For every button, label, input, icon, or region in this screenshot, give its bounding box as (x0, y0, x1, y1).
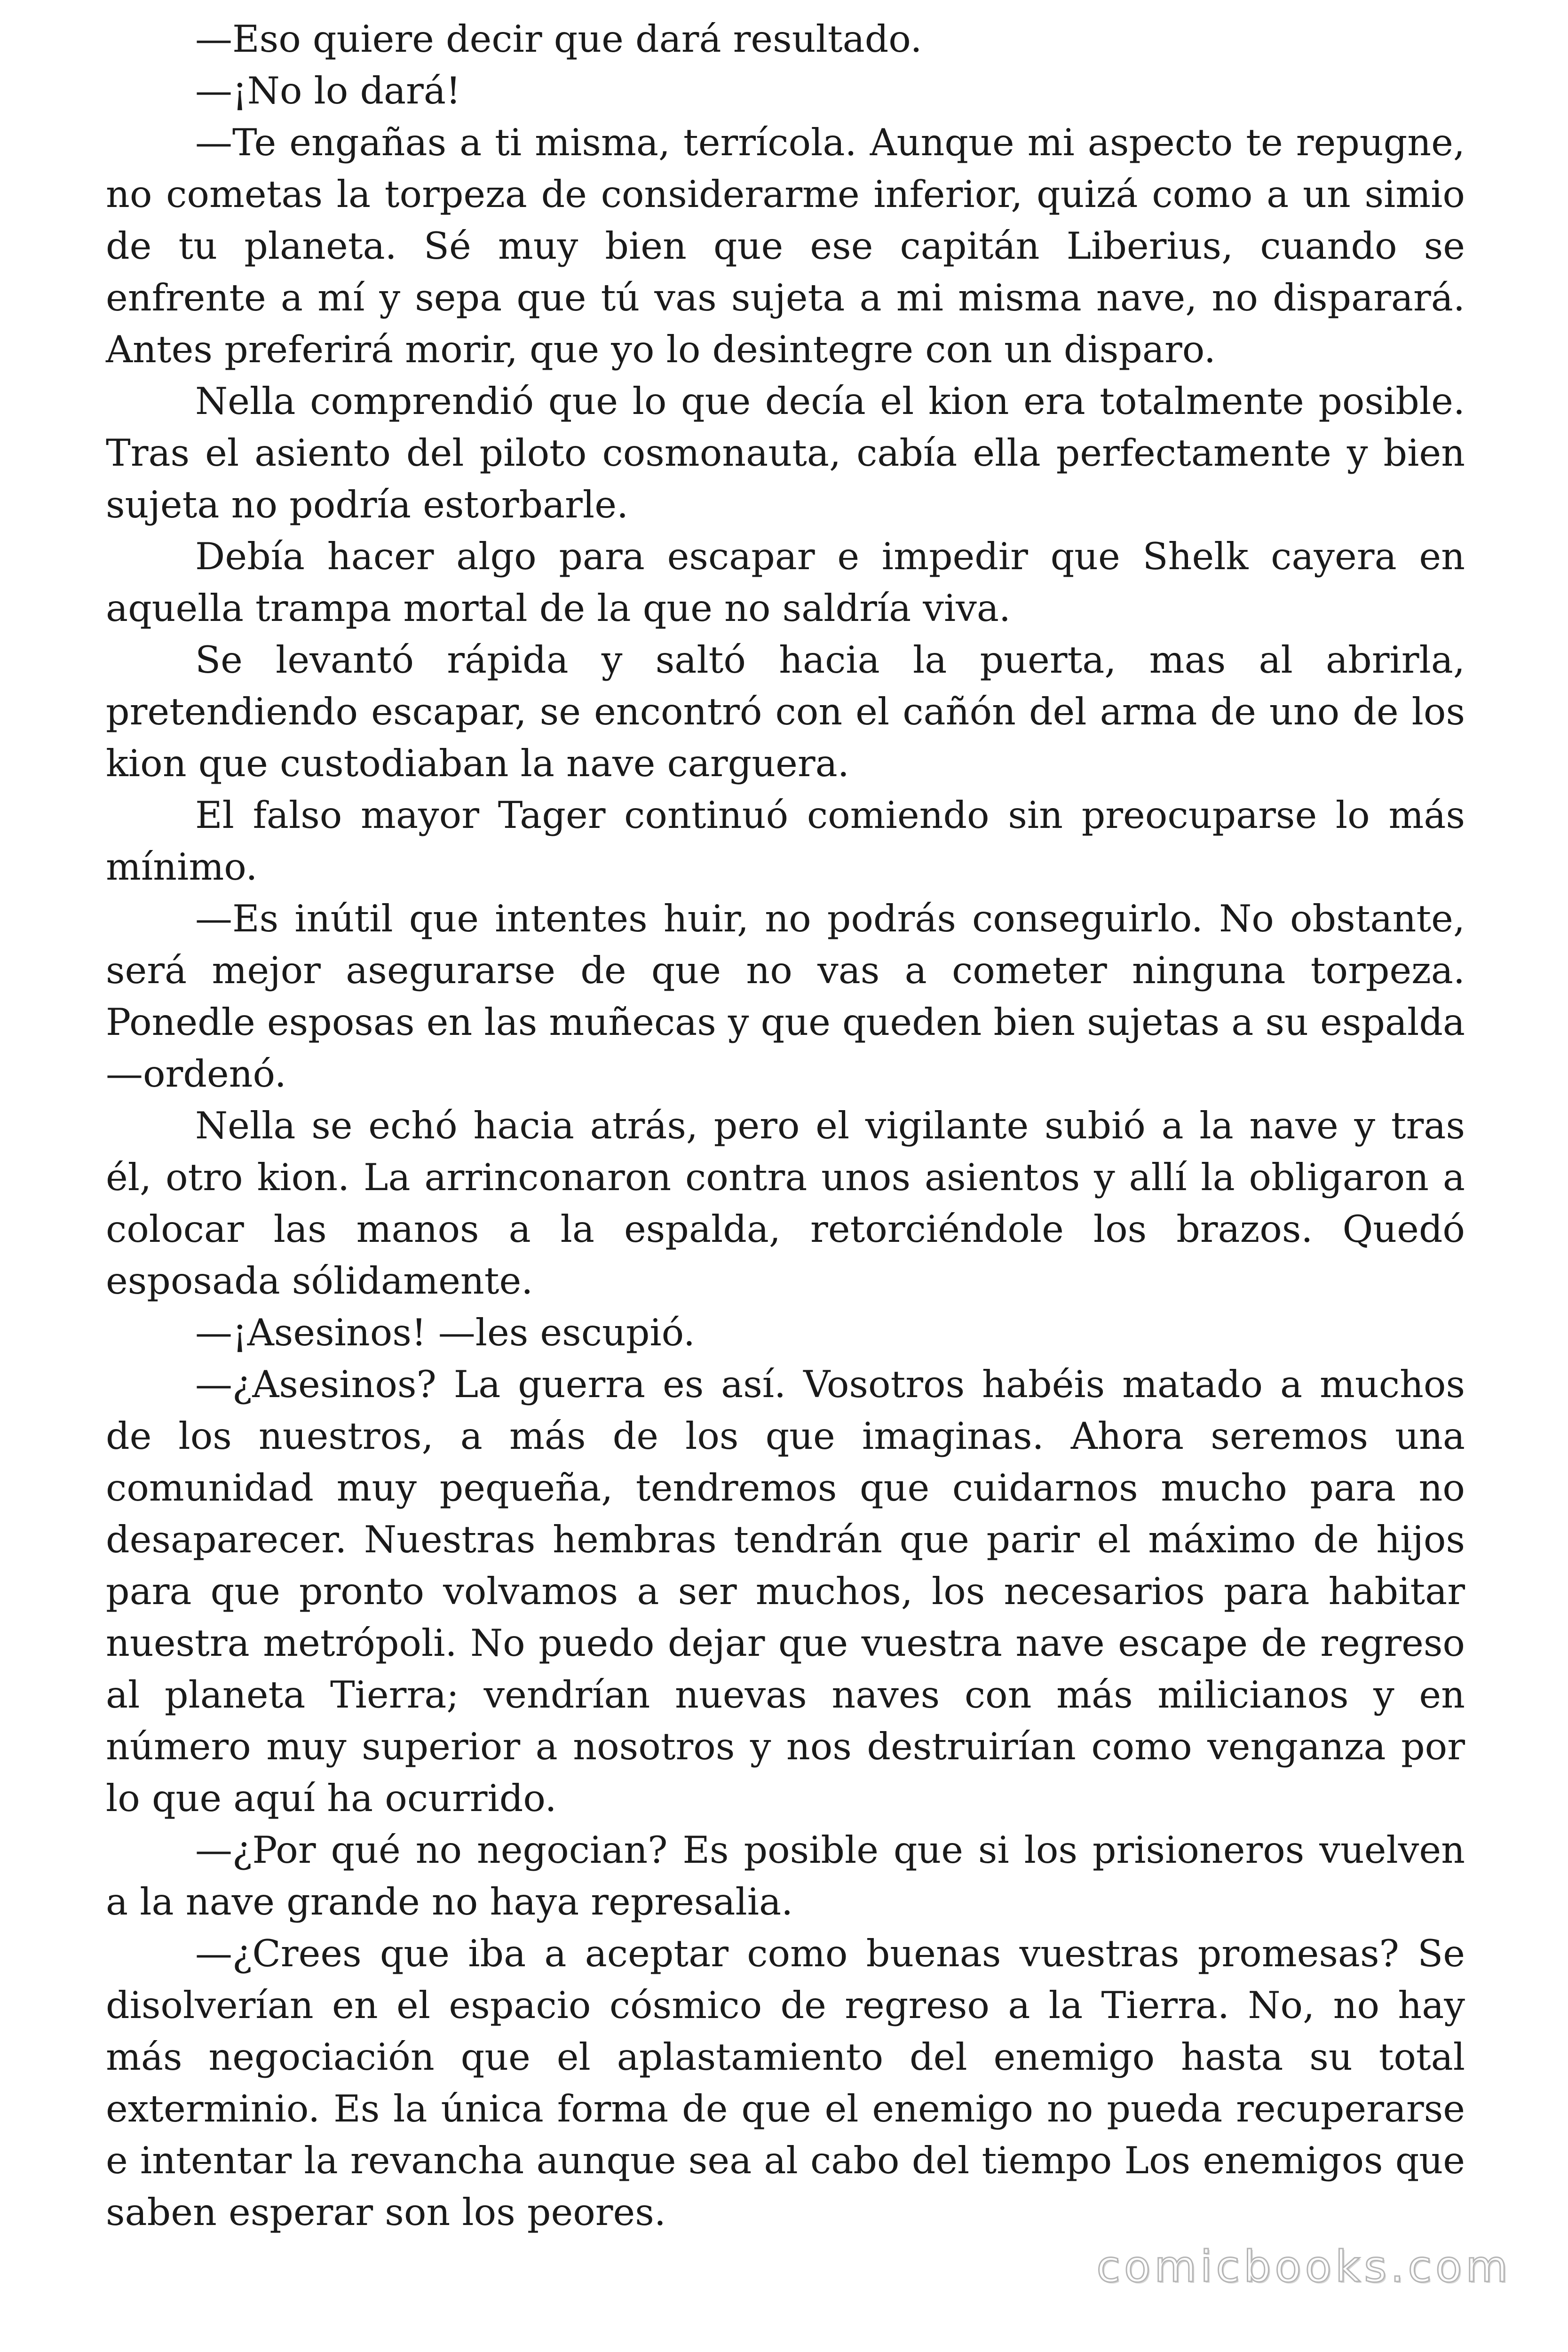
paragraph: Nella comprendió que lo que decía el kion era totalmente posible. Tras el asiento del piloto cosmonauta, cabía ella perfectamente y bien sujeta no podría estorbarle. (106, 380, 1465, 526)
paragraph: —¿Crees que iba a aceptar como buenas vuestras promesas? Se disolverían en el espacio cósmico de regreso a la Tierra. No, no hay más negociación que el aplastamiento del enemigo hasta su total exterminio. Es la única forma de que el enemigo no pueda recuperarse e intentar la revancha aunque sea al cabo del tiempo Los enemigos que saben esperar son los peores. (106, 1932, 1465, 2234)
paragraph: —¡No lo dará! (195, 69, 461, 112)
paragraph: —Eso quiere decir que dará resultado. (195, 17, 922, 61)
paragraph: —¿Asesinos? La guerra es así. Vosotros habéis matado a muchos de los nuestros, a más de los que imaginas. Ahora seremos una comunidad muy pequeña, tendremos que cuidarnos mucho para no desaparecer. Nuestras hembras tendrán que parir el máximo de hijos para que pronto volvamos a ser muchos, los necesarios para habitar nuestra metrópoli. No puedo dejar que vuestra nave escape de regreso al planeta Tierra; vendrían nuevas naves con más milicianos y en número muy superior a nosotros y nos destruirían como venganza por lo que aquí ha ocurrido. (106, 1363, 1465, 1820)
paragraph: El falso mayor Tager continuó comiendo sin preocuparse lo más mínimo. (106, 794, 1465, 889)
paragraph: —¿Por qué no negocian? Es posible que si los prisioneros vuelven a la nave grande no haya represalia. (106, 1828, 1465, 1923)
book-page-text (106, 13, 1465, 2238)
paragraph: Nella se echó hacia atrás, pero el vigilante subió a la nave y tras él, otro kion. La arrinconaron contra unos asientos y allí la obligaron a colocar las manos a la espalda, retorciéndole los brazos. Quedó esposada sólidamente. (106, 1104, 1465, 1303)
paragraph: Debía hacer algo para escapar e impedir que Shelk cayera en aquella trampa mortal de la que no saldría viva. (106, 535, 1465, 630)
watermark: comicbooks.com (1096, 2241, 1512, 2292)
paragraph: Se levantó rápida y saltó hacia la puerta, mas al abrirla, pretendiendo escapar, se encontró con el cañón del arma de uno de los kion que custodiaban la nave carguera. (106, 638, 1465, 785)
paragraph: —Te engañas a ti misma, terrícola. Aunque mi aspecto te repugne, no cometas la torpeza de considerarme inferior, quizá como a un simio de tu planeta. Sé muy bien que ese capitán Liberius, cuando se enfrente a mí y sepa que tú vas sujeta a mi misma nave, no disparará. Antes preferirá morir, que yo lo desintegre con un disparo. (106, 121, 1465, 371)
paragraph: —¡Asesinos! —les escupió. (195, 1311, 695, 1354)
paragraph: —Es inútil que intentes huir, no podrás conseguirlo. No obstante, será mejor asegurarse de que no vas a cometer ninguna torpeza. Ponedle esposas en las muñecas y que queden bien sujetas a su espalda —ordenó. (106, 897, 1465, 1096)
